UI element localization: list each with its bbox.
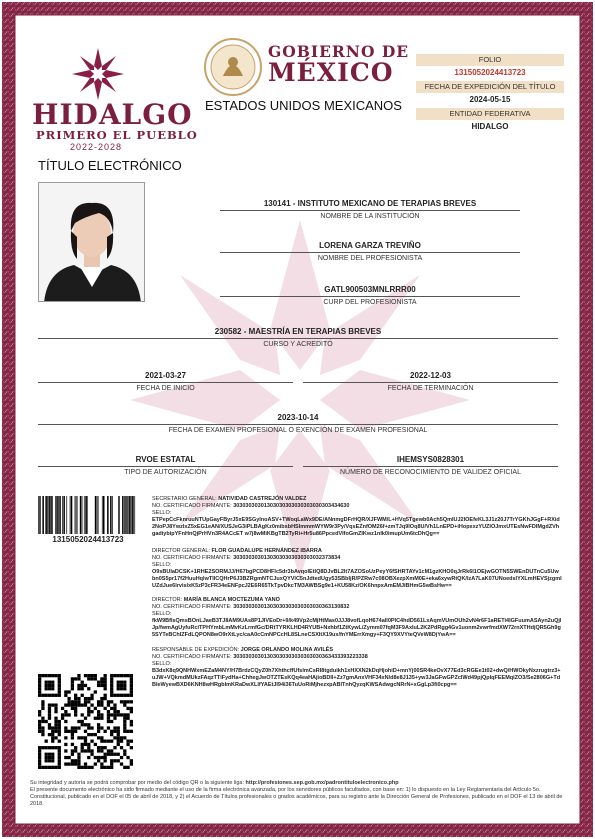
qr-code-icon[interactable]	[38, 674, 133, 769]
seal-value: O9sBUIaDCSK+1RHE2SORMJJ/H67bgPCD8HFlc5dr3bAvqolEtIQ8DJvBL2lt7AZOSoUzPeyY6fSHRTAYv1cM1gzKHO0qJrRk6I1OEjwGOTN5SWEnDUTnCu5Uwbn0S5pr17f2HuuHqlwTIlCQHrP6J3BZRgmNTCJuxQYVlC5nJdtedUgy53SBbIjR/PZRw7c08OBXezpXmM0E+eka6xywRtQK/IzA7LaK07UNoedsIYXLmHEVSjzgmIUZdJue6lrvislxK5zP3cFR34eENFpcJ2E6R65TkTpvDkcTM3AWBSg9e1+KU58Kz/OK6hnpxAmEMJiBHmG5wBsHw==	[152, 569, 562, 589]
state-label: ENTIDAD FEDERATIVA	[416, 108, 564, 120]
course-value: 230582 - MAESTRÍA EN TERAPIAS BREVES	[214, 327, 382, 336]
signer-role: RESPONSABLE DE EXPEDICIÓN:	[152, 647, 240, 653]
start-date-field	[38, 370, 293, 394]
course-label: CURSO Y ACREDITÓ	[38, 338, 558, 350]
institution-label: NOMBRE DE LA INSTITUCIÓN	[220, 210, 520, 222]
end-date-label: FECHA DE TERMINACIÓN	[303, 382, 558, 394]
signer-name: NATIVIDAD CASTREJÓN VALDEZ	[218, 496, 307, 502]
authorization-type-value: RVOE ESTATAL	[135, 455, 196, 464]
barcode-icon	[38, 496, 138, 534]
cert-label: NO. CERTIFICADO FIRMANTE:	[152, 654, 232, 660]
signature-block-4	[152, 647, 562, 689]
signature-block-1	[152, 496, 562, 538]
start-date-value: 2021-03-27	[145, 371, 186, 380]
exam-date-field	[38, 412, 558, 436]
signature-block-2	[152, 548, 562, 590]
cert-number: 30303030301303030303030303030303434630	[233, 503, 350, 509]
seal-label: SELLO:	[152, 611, 172, 617]
hidalgo-period: 2022-2028	[70, 142, 123, 152]
authorization-type-field	[38, 454, 293, 478]
curp-label: CURP DEL PROFESIONISTA	[220, 296, 520, 308]
folio-value: 1315052024413723	[454, 68, 526, 77]
seal-value: ETPepCcFknruuNTUpGayFByrJ5xE9SGylnoASV+TWoqLaWx9DE/ANnmgDFrHQR/XJFWM/L+HVq5Tgewb0Ach5QmIUJ2IOEfeKL3J1z20J7TrYGKhJGgF+RXid2NoPJ8YwzIxZ5xEG1eAN/XUSJeG3iPLBAgKz0mibsbHSImmmWYW9r3Py/VqsEZnfOM26f+zmTJq9lOq8U/Vh1LnEPD+iHopxxzYUZIOJmxUTEsNwFDIMgdZVhgadiybipYFnHnQjPrHVn3R4ACcET w7j8wMiKBgTB2TyRi+Hr5u86PpcedVIfoGmZIKwz1nIk0imupUm6tcDhQg==	[152, 517, 560, 537]
footer-verify-text: Su integridad y autoría se podrá comprobar por medio del código QR o la siguiente liga:	[30, 780, 245, 786]
seal-label: SELLO:	[152, 562, 172, 568]
signature-block-3	[152, 597, 562, 639]
validity-number-field	[303, 454, 558, 478]
footer-legal-text	[30, 780, 570, 808]
cert-number: 30303030301303030303030303030363130832	[233, 604, 350, 610]
cert-number: 30303030301303030303030303030363433393223338	[233, 654, 368, 660]
signer-role: DIRECTOR:	[152, 597, 183, 603]
folio-label: FOLIO	[416, 54, 564, 66]
cert-number: 30303030301303030303030303032373834	[233, 555, 341, 561]
issue-date-value: 2024-05-15	[469, 95, 511, 104]
info-box	[416, 52, 564, 133]
signer-role: DIRECTOR GENERAL:	[152, 548, 210, 554]
footer-legal-basis: El presente documento electrónico ha sido firmado mediante el uso de la firma electrónica avanzada, por los servidores públicos facultados, con base en: 1) lo dispuesto en la Ley Reglamentaria del Artículo 5o. Constitucional, publicado en el DOF el 05 de abril de 2018, y 2) el Acuerdo de Títulos profesionales o grados académicos, para su registro ante la Dirección General de Profesiones, publicado en el DOF el 13 de abril de 2018.	[30, 787, 563, 807]
verification-link[interactable]: http://profesiones.sep.gob.mx/padrontituloelectronico.php	[245, 780, 399, 786]
signer-name: FLOR GUADALUPE HERNÁNDEZ IBARRA	[211, 548, 322, 554]
seal-label: SELLO:	[152, 661, 172, 667]
hidalgo-star-logo-icon	[72, 48, 124, 100]
document-body	[20, 20, 575, 819]
hidalgo-slogan: PRIMERO EL PUEBLO	[36, 128, 198, 142]
institution-value: 130141 - INSTITUTO MEXICANO DE TERAPIAS BREVES	[263, 199, 477, 208]
exam-date-label: FECHA DE EXAMEN PROFESIONAL O EXENCIÓN DE EXAMEN PROFESIONAL	[38, 424, 558, 436]
start-date-label: FECHA DE INICIO	[38, 382, 293, 394]
seal-value: fkW9BfIsQmsBOnLJaeB3TJ8AM9UAs8P1JIVEoDr+9/k49Vp2cMjHtMas0JJJ8vofLqoH674all0PIC4hdD561LxAqmVUmOUh2vN4r6F1aRETi4IGFuumASAyn2uQjlJp/fwmAgUyfuRciTPHYmbLmMvKzLrmfGc/DRtTYRKLHD4RYUB+Nxhbf1ZtKywL/Zymm07fqM3F9AxIuL2K2PdRgg4Gv1uonm2vwrfmdXW72rnXTHdjQR5Gh9g5SYTeBChIZFdLQPON8wO9rXtLyc/caA0cCmNPCcHL8SLneCSXItX19ux/fnYMErrXmgy+F3QY9XVYteQVeW8DjYwA==	[152, 618, 562, 638]
issue-date-label: FECHA DE EXPEDICIÓN DEL TÍTULO	[416, 81, 564, 93]
signer-name: MARÍA BLANCA MOCTEZUMA YANO	[183, 597, 280, 603]
professional-field	[220, 240, 520, 264]
mexico-label: MÉXICO	[268, 58, 394, 87]
professional-value: LORENA GARZA TREVIÑO	[319, 241, 421, 250]
state-value: HIDALGO	[471, 122, 509, 131]
end-date-field	[303, 370, 558, 394]
cert-label: NO. CERTIFICADO FIRMANTE:	[152, 555, 232, 561]
institution-field	[220, 198, 520, 222]
curp-value: GATL900503MNLRRR00	[324, 285, 416, 294]
cert-label: NO. CERTIFICADO FIRMANTE:	[152, 604, 232, 610]
validity-number-value: IHEMSYS0828301	[396, 455, 465, 464]
signer-role: SECRETARIO GENERAL:	[152, 496, 217, 502]
hidalgo-logo-text: HIDALGO	[32, 98, 193, 131]
profile-photo	[38, 182, 145, 302]
document-title: TÍTULO ELECTRÓNICO	[38, 158, 182, 173]
end-date-value: 2022-12-03	[410, 371, 451, 380]
course-field	[38, 326, 558, 350]
authorization-type-label: TIPO DE AUTORIZACIÓN	[38, 466, 293, 478]
exam-date-value: 2023-10-14	[277, 413, 319, 422]
barcode-number: 1315052024413723	[52, 535, 124, 544]
validity-number-label: NÚMERO DE RECONOCIMIENTO DE VALIDEZ OFICIAL	[303, 466, 558, 478]
cert-label: NO. CERTIFICADO FIRMANTE:	[152, 503, 232, 509]
signer-name: JORGE ORLANDO MOLINA AVILÉS	[240, 647, 334, 653]
national-seal-icon	[203, 36, 263, 98]
seal-label: SELLO:	[152, 510, 172, 516]
country-label: ESTADOS UNIDOS MEXICANOS	[205, 98, 402, 113]
curp-field	[220, 284, 520, 308]
professional-label: NOMBRE DEL PROFESIONISTA	[220, 252, 520, 264]
gobierno-label: GOBIERNO DE	[268, 42, 410, 61]
seal-value: B3dxK8q9QNHWxmEZaM4NY/H7BrdzCQyZ0h7XhthcffUfslmCsRI8tgduikh1xHXXN2kDqHjohiD+mnYj00SR4keOvX77Ed3cRGEe1t02+dwQ/HWOkyNxzrugtrz3+uJW+VQkmdMUkzFAqzTTiFydHa+ChhegJwOTZTEsKQq4eaHAjioBDIl+Zz7gmAnxVHF34xN/d8e8J135+yw3JaGFwGPZclWd49pjQpIqFEEMqlZO3/Se2806G+TdBIeWyewBXD6KNH8wHRgblmKRaDwXLlfYAEtJI94i36TuUoRiMjhezxpABITnhQyzqKWSAdwgcNRrN+xGgLp3fi0cpg==	[152, 668, 561, 688]
